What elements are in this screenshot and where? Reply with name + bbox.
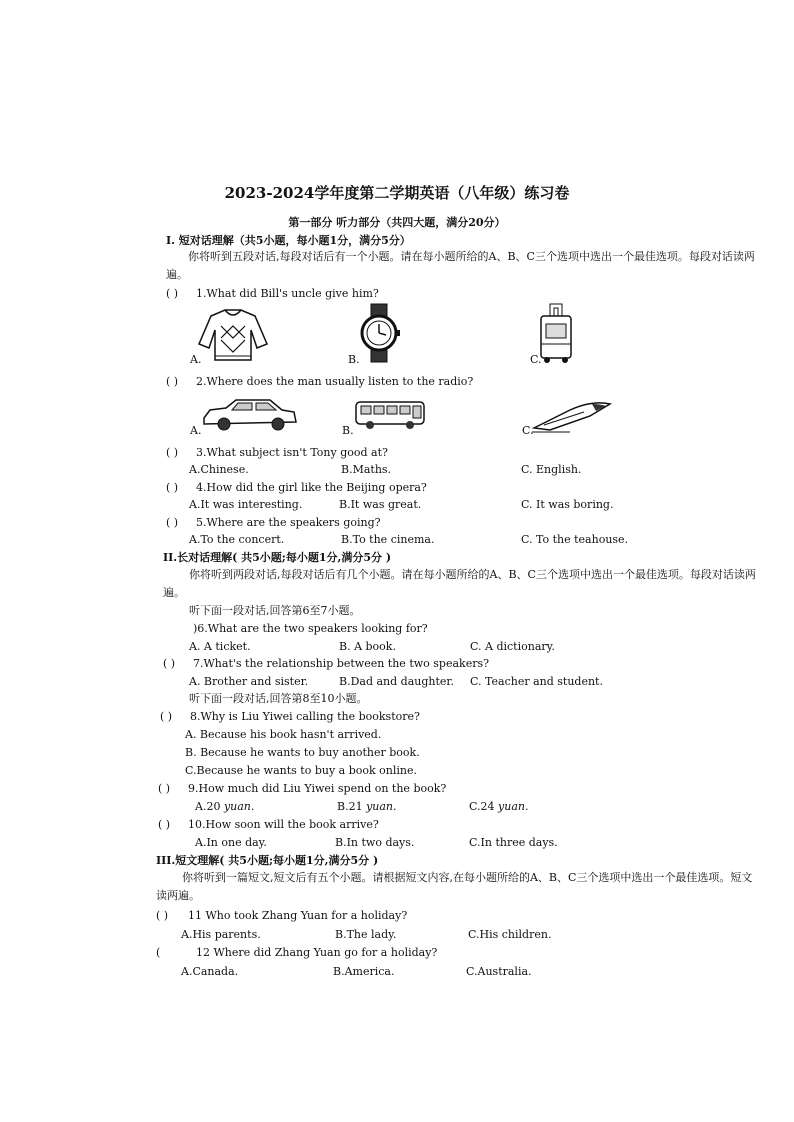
q7-option-b[interactable]: B.Dad and daughter. (339, 675, 454, 688)
q4-option-a[interactable]: A.It was interesting. (189, 498, 303, 511)
q4-answer-blank[interactable]: ( ) (166, 481, 179, 494)
q3-option-a[interactable]: A.Chinese. (189, 463, 249, 476)
q8-option-b[interactable]: B. Because he wants to buy another book. (185, 746, 420, 759)
q10-answer-blank[interactable]: ( ) (158, 818, 171, 831)
q9-option-a[interactable] (195, 800, 254, 814)
part2-instructions: 你将听到两段对话,每段对话后有几个小题。请在每小题所给的A、B、C三个选项中选出一个最佳选项。每段对话读两遍。 (163, 568, 756, 599)
q1-option-c[interactable]: C. (530, 353, 542, 366)
q11-answer-blank[interactable]: ( ) (156, 909, 169, 922)
q2-option-b[interactable]: B. (342, 424, 354, 437)
q1-option-b[interactable]: B. (348, 353, 360, 366)
q12-answer-blank[interactable]: ( (156, 946, 161, 959)
high-speed-train-picture[interactable] (530, 394, 614, 434)
q7-question: 7.What's the relationship between the two speakers? (193, 657, 490, 670)
q2-question: 2.Where does the man usually listen to the radio? (196, 375, 474, 388)
part2-heading: II.长对话理解( 共5小题;每小题1分,满分5分 ) (163, 551, 392, 564)
q1-question: 1.What did Bill's uncle give him? (196, 287, 379, 300)
q12-question: 12 Where did Zhang Yuan go for a holiday? (196, 946, 438, 959)
part3-instructions: 你将听到一篇短文,短文后有五个小题。请根据短文内容,在每小题所给的A、B、C三个选项中选出一个最佳选项。短文读两遍。 (156, 871, 753, 902)
q6-option-c[interactable]: C. A dictionary. (470, 640, 555, 653)
q4-option-b[interactable]: B.It was great. (339, 498, 422, 511)
q9-option-c-value: C.24 (469, 800, 495, 813)
q6-option-a[interactable]: A. A ticket. (189, 640, 251, 653)
q11-option-a[interactable]: A.His parents. (181, 928, 261, 941)
sweater-picture[interactable] (197, 306, 269, 362)
part1-instructions: 你将听到五段对话,每段对话后有一个小题。请在每小题所给的A、B、C三个选项中选出一个最佳选项。每段对话读两遍。 (166, 250, 755, 281)
q11-option-c[interactable]: C.His children. (468, 928, 552, 941)
q5-question: 5.Where are the speakers going? (196, 516, 381, 529)
q12-option-a[interactable]: A.Canada. (181, 965, 239, 978)
q12-option-b[interactable]: B.America. (333, 965, 395, 978)
q2-option-c[interactable]: C. (522, 424, 534, 437)
q3-question: 3.What subject isn't Tony good at? (196, 446, 388, 459)
q10-option-c[interactable]: C.In three days. (469, 836, 558, 849)
q8-option-c[interactable]: C.Because he wants to buy a book online. (185, 764, 417, 777)
q7-option-a[interactable]: A. Brother and sister. (189, 675, 309, 688)
q5-option-c[interactable]: C. To the teahouse. (521, 533, 629, 546)
q5-answer-blank[interactable]: ( ) (166, 516, 179, 529)
q10-option-a[interactable]: A.In one day. (195, 836, 267, 849)
q2-option-a[interactable]: A. (190, 424, 202, 437)
q9-option-c[interactable] (469, 800, 528, 814)
q7-option-c[interactable]: C. Teacher and student. (470, 675, 603, 688)
q3-option-c[interactable]: C. English. (521, 463, 582, 476)
section-subtitle: 第一部分 听力部分（共四大题，满分20分） (288, 216, 506, 229)
q12-option-c[interactable]: C.Australia. (466, 965, 532, 978)
q2-answer-blank[interactable]: ( ) (166, 375, 179, 388)
page-title: 2023-2024学年度第二学期英语（八年级）练习卷 (224, 184, 570, 202)
q3-option-b[interactable]: B.Maths. (341, 463, 392, 476)
bus-picture[interactable] (352, 398, 428, 432)
part2-lead-2: 听下面一段对话,回答第8至10小题。 (189, 692, 368, 705)
q3-answer-blank[interactable]: ( ) (166, 446, 179, 459)
q9-option-b-unit: yuan. (366, 800, 397, 813)
q9-option-a-unit: yuan. (223, 800, 255, 813)
suitcase-picture[interactable] (538, 302, 574, 364)
q9-question: 9.How much did Liu Yiwei spend on the book? (188, 782, 447, 795)
q11-option-b[interactable]: B.The lady. (335, 928, 397, 941)
q8-answer-blank[interactable]: ( ) (160, 710, 173, 723)
car-picture[interactable] (200, 396, 298, 432)
q9-option-b-value: B.21 (337, 800, 363, 813)
q9-option-a-value: A.20 (195, 800, 221, 813)
q5-option-a[interactable]: A.To the concert. (189, 533, 285, 546)
part2-lead-1: 听下面一段对话,回答第6至7小题。 (189, 604, 361, 617)
q10-option-b[interactable]: B.In two days. (335, 836, 415, 849)
q9-option-b[interactable] (337, 800, 397, 814)
q9-answer-blank[interactable]: ( ) (158, 782, 171, 795)
part1-heading: I. 短对话理解（共5小题，每小题1分，满分5分） (166, 234, 411, 247)
q8-question: 8.Why is Liu Yiwei calling the bookstore? (190, 710, 420, 723)
q8-option-a[interactable]: A. Because his book hasn't arrived. (185, 728, 382, 741)
q1-answer-blank[interactable]: ( ) (166, 287, 179, 300)
q6-question: )6.What are the two speakers looking for? (193, 622, 428, 635)
q7-answer-blank[interactable]: ( ) (163, 657, 176, 670)
q5-option-b[interactable]: B.To the cinema. (341, 533, 435, 546)
q6-option-b[interactable]: B. A book. (339, 640, 396, 653)
q11-question: 11 Who took Zhang Yuan for a holiday? (188, 909, 408, 922)
q1-option-a[interactable]: A. (190, 353, 202, 366)
q4-option-c[interactable]: C. It was boring. (521, 498, 614, 511)
q10-question: 10.How soon will the book arrive? (188, 818, 379, 831)
part3-heading: III.短文理解( 共5小题;每小题1分,满分5分 ) (156, 854, 379, 867)
q9-option-c-unit: yuan. (498, 800, 529, 813)
q4-question: 4.How did the girl like the Beijing opera? (196, 481, 427, 494)
watch-picture[interactable] (356, 302, 402, 364)
